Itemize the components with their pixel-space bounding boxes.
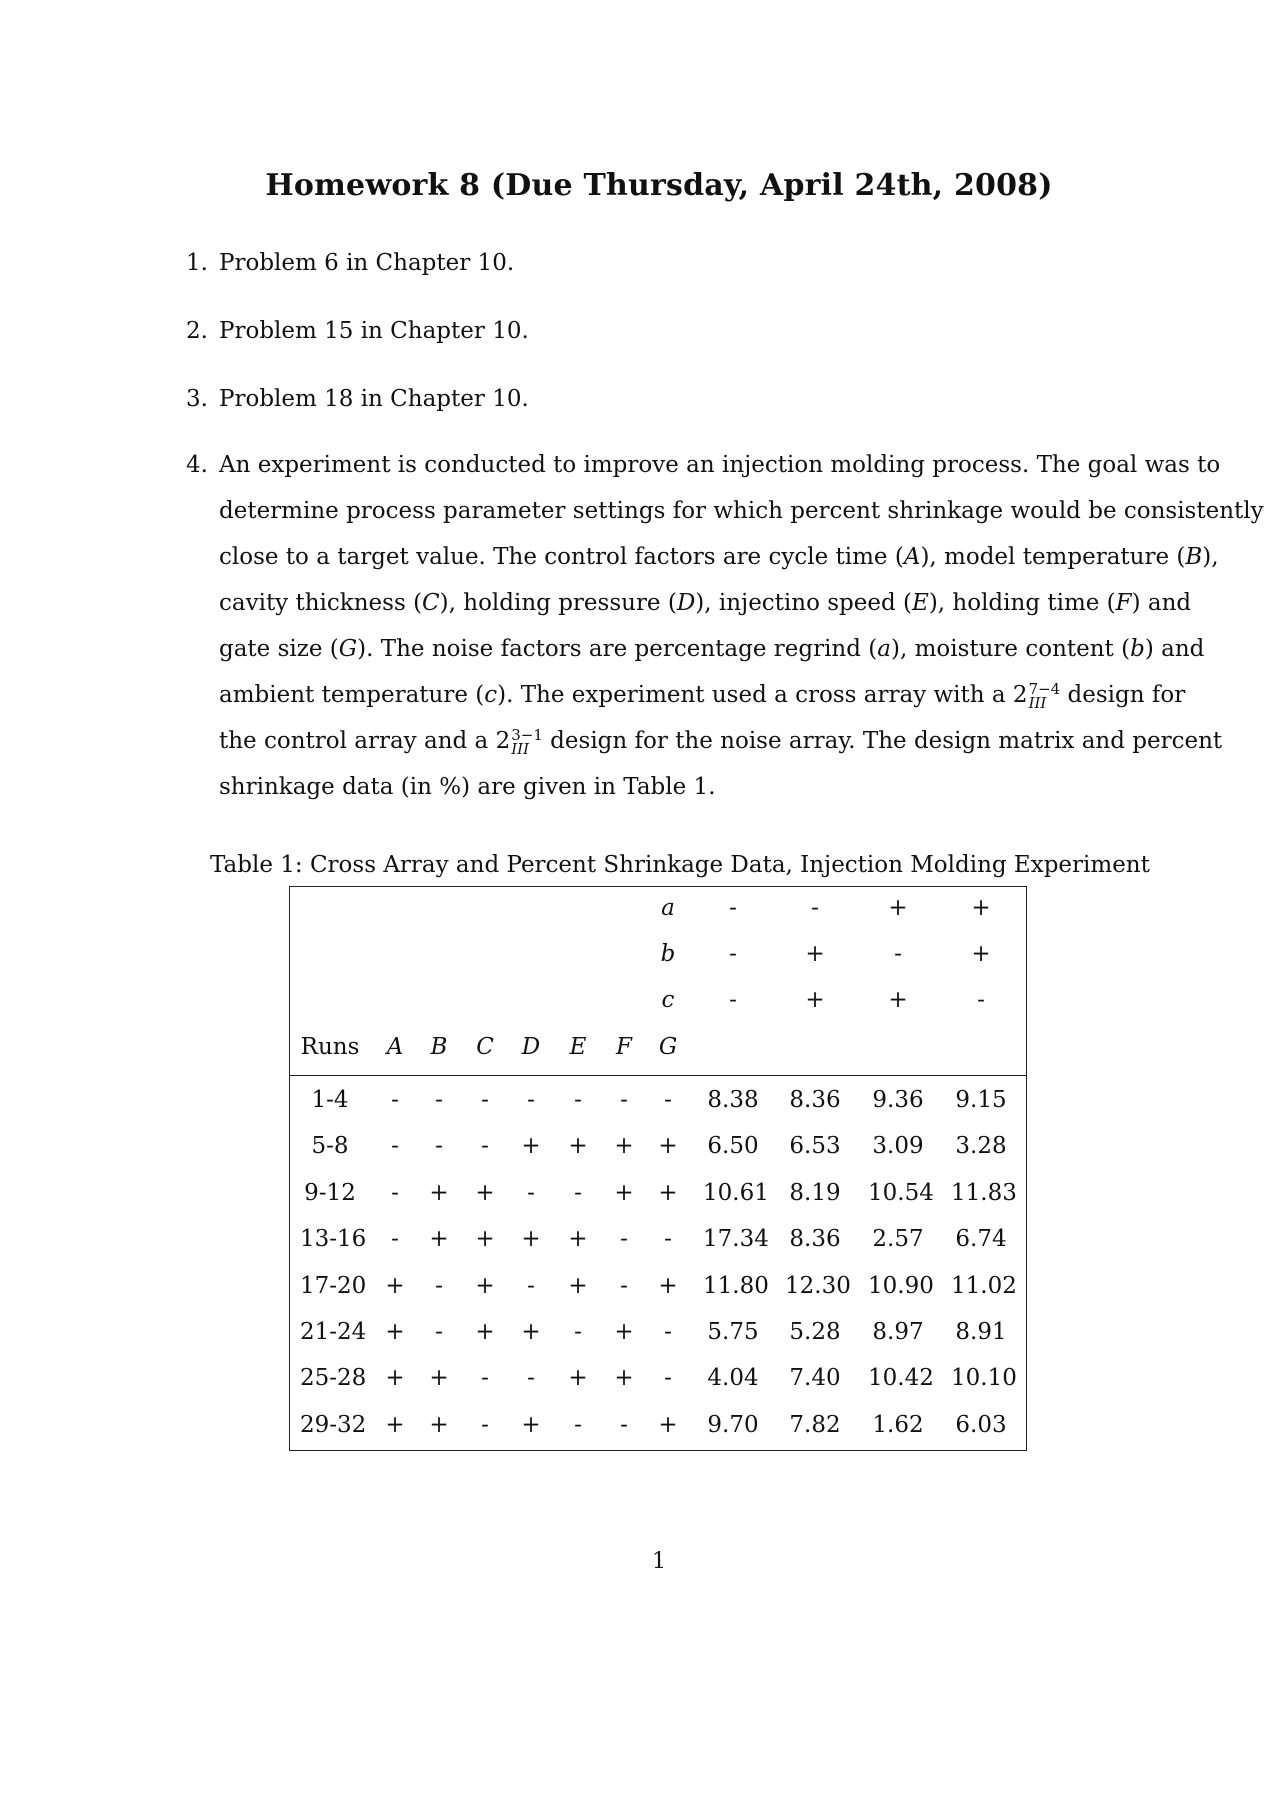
noise-level-cell: - [894, 941, 902, 967]
column-header: D [521, 1034, 541, 1060]
paragraph-line: shrinkage data (in %) are given in Table 1. [219, 774, 716, 800]
shrinkage-value-cell: 8.38 [707, 1087, 759, 1113]
factor-level-cell: - [481, 1365, 489, 1392]
factor-level-cell: - [574, 1179, 582, 1206]
noise-level-cell: + [971, 895, 991, 921]
shrinkage-value-cell: 10.61 [703, 1179, 769, 1206]
factor-level-cell: - [620, 1087, 628, 1113]
factor-level-cell: + [385, 1411, 405, 1438]
runs-cell: 1-4 [311, 1087, 349, 1113]
noise-factor-label: a [661, 895, 675, 921]
factor-level-cell: - [391, 1133, 399, 1160]
noise-level-cell: - [729, 941, 737, 967]
paragraph-line: determine process parameter settings for which percent shrinkage would be consistently [219, 498, 1264, 524]
noise-level-cell: - [977, 987, 985, 1013]
shrinkage-value-cell: 3.09 [872, 1133, 924, 1160]
paragraph-line: ambient temperature (c). The experiment used a cross array with a 2 7−4 III design for [219, 680, 1186, 712]
column-header: Runs [300, 1034, 360, 1060]
paragraph-line: gate size (G). The noise factors are percentage regrind (a), moisture content (b) and [219, 636, 1205, 662]
shrinkage-value-cell: 9.36 [872, 1087, 924, 1113]
factor-level-cell: + [521, 1411, 541, 1438]
factor-level-cell: - [527, 1179, 535, 1206]
shrinkage-value-cell: 9.15 [955, 1087, 1007, 1113]
factor-level-cell: - [664, 1319, 672, 1345]
runs-cell: 9-12 [304, 1179, 356, 1206]
noise-level-cell: + [971, 941, 991, 967]
factor-level-cell: - [481, 1411, 489, 1438]
runs-cell: 5-8 [311, 1133, 349, 1160]
factor-level-cell: + [385, 1272, 405, 1299]
paragraph-line: An experiment is conducted to improve an injection molding process. The goal was to [219, 452, 1221, 478]
shrinkage-value-cell: 2.57 [872, 1226, 924, 1253]
factor-level-cell: + [475, 1272, 495, 1299]
shrinkage-value-cell: 1.62 [872, 1411, 924, 1438]
factor-level-cell: + [614, 1319, 634, 1345]
factor-level-cell: + [429, 1411, 449, 1438]
shrinkage-value-cell: 6.03 [955, 1411, 1007, 1438]
column-header: B [430, 1034, 448, 1060]
noise-factor-label: b [660, 941, 676, 967]
factor-level-cell: + [429, 1179, 449, 1206]
paragraph-line: the control array and a 2 3−1 III design for the noise array. The design matrix and percent [219, 726, 1223, 758]
factor-level-cell: + [614, 1133, 634, 1160]
table-caption: Table 1: Cross Array and Percent Shrinkage Data, Injection Molding Experiment [210, 852, 1150, 878]
shrinkage-value-cell: 3.28 [955, 1133, 1007, 1160]
factor-level-cell: - [664, 1365, 672, 1392]
factor-level-cell: + [429, 1226, 449, 1253]
factor-level-cell: - [664, 1087, 672, 1113]
factor-level-cell: - [620, 1226, 628, 1253]
factor-level-cell: + [521, 1133, 541, 1160]
problem-number: 3. [186, 386, 208, 412]
factor-level-cell: - [481, 1133, 489, 1160]
noise-level-cell: + [805, 941, 825, 967]
shrinkage-value-cell: 11.80 [703, 1272, 769, 1299]
shrinkage-value-cell: 11.83 [951, 1179, 1017, 1206]
shrinkage-value-cell: 6.50 [707, 1133, 759, 1160]
page-number: 1 [652, 1549, 666, 1574]
shrinkage-value-cell: 10.42 [868, 1365, 934, 1392]
factor-level-cell: + [568, 1365, 588, 1392]
factor-level-cell: + [385, 1319, 405, 1345]
factor-level-cell: - [574, 1411, 582, 1438]
shrinkage-value-cell: 12.30 [785, 1272, 851, 1299]
shrinkage-value-cell: 10.54 [868, 1179, 934, 1206]
shrinkage-value-cell: 10.10 [951, 1365, 1017, 1392]
problem-number: 4. [186, 452, 208, 478]
runs-cell: 25-28 [300, 1365, 367, 1392]
noise-level-cell: - [729, 895, 737, 921]
factor-level-cell: - [574, 1087, 582, 1113]
factor-level-cell: + [658, 1133, 678, 1160]
factor-level-cell: - [527, 1365, 535, 1392]
factor-level-cell: + [568, 1133, 588, 1160]
shrinkage-value-cell: 8.36 [789, 1226, 841, 1253]
shrinkage-value-cell: 4.04 [707, 1365, 759, 1392]
noise-level-cell: + [888, 987, 908, 1013]
column-header: A [386, 1034, 404, 1060]
factor-level-cell: - [527, 1272, 535, 1299]
table-header-divider [289, 1075, 1027, 1076]
factor-level-cell: + [429, 1365, 449, 1392]
factor-level-cell: - [620, 1411, 628, 1438]
shrinkage-value-cell: 9.70 [707, 1411, 759, 1438]
shrinkage-value-cell: 6.74 [955, 1226, 1007, 1253]
shrinkage-value-cell: 8.91 [955, 1319, 1007, 1345]
column-header: F [616, 1034, 632, 1060]
problem-number: 2. [186, 318, 208, 344]
factor-level-cell: - [391, 1226, 399, 1253]
paragraph-line: close to a target value. The control factors are cycle time (A), model temperature (B), [219, 544, 1219, 570]
runs-cell: 17-20 [300, 1272, 367, 1299]
noise-level-cell: - [729, 987, 737, 1013]
factor-level-cell: - [620, 1272, 628, 1299]
column-header: E [569, 1034, 587, 1060]
factor-level-cell: - [664, 1226, 672, 1253]
noise-factor-label: c [661, 987, 675, 1013]
shrinkage-value-cell: 8.19 [789, 1179, 841, 1206]
runs-cell: 13-16 [300, 1226, 367, 1253]
factor-level-cell: - [435, 1319, 443, 1345]
factor-level-cell: + [475, 1179, 495, 1206]
factor-level-cell: + [385, 1365, 405, 1392]
shrinkage-value-cell: 11.02 [951, 1272, 1017, 1299]
factor-level-cell: - [391, 1179, 399, 1206]
factor-level-cell: + [658, 1411, 678, 1438]
factor-level-cell: - [574, 1319, 582, 1345]
shrinkage-value-cell: 8.97 [872, 1319, 924, 1345]
runs-cell: 29-32 [300, 1411, 367, 1438]
factor-level-cell: + [475, 1226, 495, 1253]
problem-number: 1. [186, 250, 208, 276]
factor-level-cell: + [614, 1179, 634, 1206]
problem-text: Problem 18 in Chapter 10. [219, 386, 529, 412]
shrinkage-value-cell: 8.36 [789, 1087, 841, 1113]
factor-level-cell: - [527, 1087, 535, 1113]
factor-level-cell: - [481, 1087, 489, 1113]
shrinkage-value-cell: 6.53 [789, 1133, 841, 1160]
problem-text: Problem 15 in Chapter 10. [219, 318, 529, 344]
column-header: C [476, 1034, 494, 1060]
factor-level-cell: - [435, 1272, 443, 1299]
shrinkage-value-cell: 5.75 [707, 1319, 759, 1345]
factor-level-cell: + [568, 1272, 588, 1299]
factor-level-cell: + [658, 1272, 678, 1299]
factor-level-cell: + [475, 1319, 495, 1345]
factor-level-cell: + [658, 1179, 678, 1206]
noise-level-cell: - [811, 895, 819, 921]
shrinkage-value-cell: 5.28 [789, 1319, 841, 1345]
factor-level-cell: + [614, 1365, 634, 1392]
factor-level-cell: - [391, 1087, 399, 1113]
noise-level-cell: + [805, 987, 825, 1013]
shrinkage-value-cell: 10.90 [868, 1272, 934, 1299]
page-title: Homework 8 (Due Thursday, April 24th, 2008) [265, 168, 1053, 203]
problem-text: Problem 6 in Chapter 10. [219, 250, 515, 276]
paragraph-line: cavity thickness (C), holding pressure (D), injectino speed (E), holding time (F) and [219, 590, 1192, 616]
runs-cell: 21-24 [300, 1319, 367, 1345]
factor-level-cell: - [435, 1133, 443, 1160]
factor-level-cell: + [568, 1226, 588, 1253]
noise-level-cell: + [888, 895, 908, 921]
factor-level-cell: - [435, 1087, 443, 1113]
factor-level-cell: + [521, 1226, 541, 1253]
shrinkage-value-cell: 17.34 [703, 1226, 769, 1253]
shrinkage-value-cell: 7.40 [789, 1365, 841, 1392]
shrinkage-value-cell: 7.82 [789, 1411, 841, 1438]
factor-level-cell: + [521, 1319, 541, 1345]
column-header: G [658, 1034, 678, 1060]
